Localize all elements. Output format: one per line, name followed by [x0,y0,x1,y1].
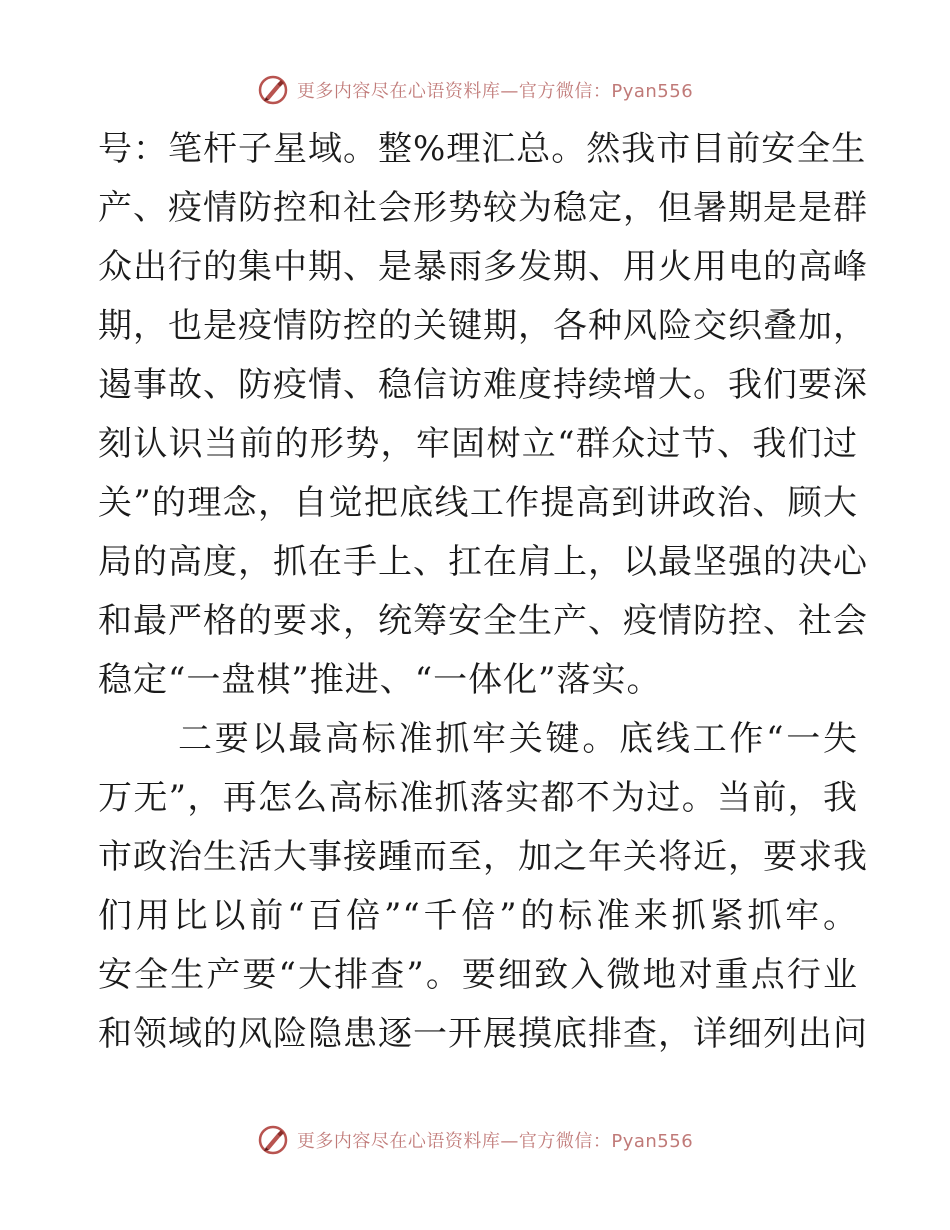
text-line: 号：笔杆子星域。整%理汇总。然我市目前安全生 [98,129,867,169]
text-line: 遏事故、防疫情、稳信访难度持续增大。我们要深 [98,365,868,405]
paragraph-1 [98,120,868,710]
text-line: 们用比以前“百倍”“千倍”的标准来抓紧抓牢。 [98,896,858,936]
text-line: 众出行的集中期、是暴雨多发期、用火用电的高峰 [98,247,868,287]
text-line: 万无”，再怎么高标准抓落实都不为过。当前，我 [98,778,858,818]
text-line: 产、疫情防控和社会形势较为稳定，但暑期是是群 [98,188,868,228]
pen-logo-icon [257,74,289,106]
text-line: 和最严格的要求，统筹安全生产、疫情防控、社会 [98,601,868,641]
header-watermark [0,70,950,110]
text-line: 市政治生活大事接踵而至，加之年关将近，要求我 [98,837,868,877]
text-line: 关”的理念，自觉把底线工作提高到讲政治、顾大 [98,483,858,523]
paragraph-2 [98,710,868,1064]
text-line: 二要以最高标准抓牢关键。底线工作“一失 [178,719,858,759]
text-line: 和领域的风险隐患逐一开展摸底排查，详细列出问 [98,1014,868,1054]
text-line: 期，也是疫情防控的关键期，各种风险交织叠加， [98,306,868,346]
watermark-text: 更多内容尽在心语资料库—官方微信：Pyan556 [296,1131,694,1152]
document-body [98,120,868,1064]
pen-logo-icon [257,1124,289,1156]
text-line: 局的高度，抓在手上、扛在肩上，以最坚强的决心 [98,542,868,582]
watermark-text: 更多内容尽在心语资料库—官方微信：Pyan556 [296,81,694,102]
text-line: 刻认识当前的形势，牢固树立“群众过节、我们过 [98,424,858,464]
footer-watermark [0,1120,950,1160]
text-line: 稳定“一盘棋”推进、“一体化”落实。 [98,660,662,700]
text-line: 安全生产要“大排查”。要细致入微地对重点行业 [98,955,858,995]
